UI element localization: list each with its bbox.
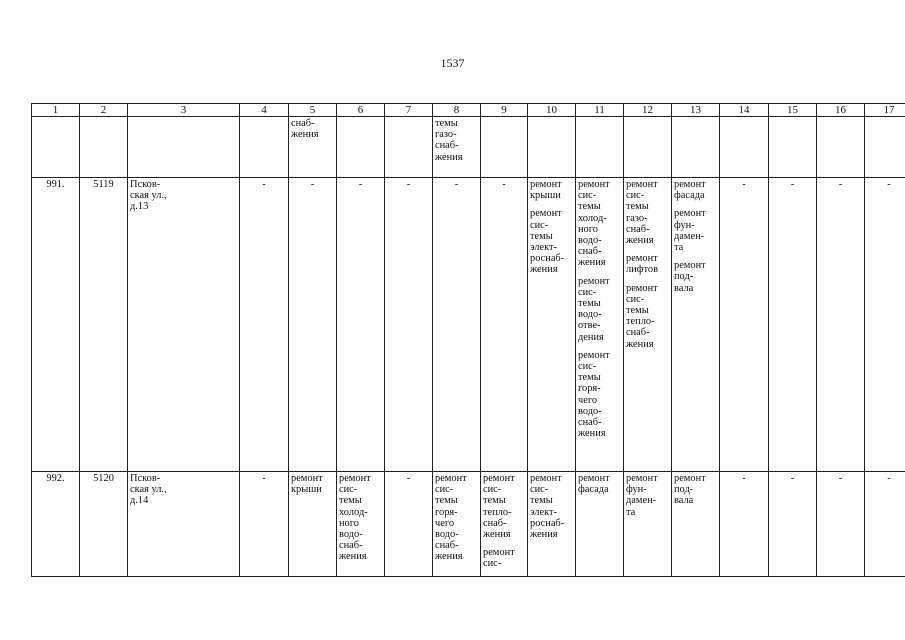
- table-cell-col-12: [624, 117, 672, 178]
- table-cell-col-17: [865, 178, 905, 472]
- table-cell-col-17: [865, 117, 905, 178]
- table-cell-col-12: [624, 472, 672, 577]
- cell-text: -: [742, 473, 746, 484]
- cell-text: 5119: [93, 179, 114, 190]
- table-cell-col-11: [576, 472, 624, 577]
- table-cell-col-3: [128, 178, 240, 472]
- cell-text: ремонт фасада: [674, 179, 706, 202]
- cell-text: -: [262, 473, 266, 484]
- column-header-13: 13: [672, 104, 720, 117]
- cell-text: -: [742, 179, 746, 190]
- column-header-12: 12: [624, 104, 672, 117]
- table-cell-col-5: [289, 178, 337, 472]
- column-header-11: 11: [576, 104, 624, 117]
- table-cell-col-1: [32, 117, 80, 178]
- cell-text: -: [790, 473, 795, 484]
- repair-schedule-table: [31, 103, 905, 577]
- table-cell-col-8: [433, 178, 481, 472]
- cell-text: -: [838, 179, 843, 190]
- cell-text: снаб- жения: [291, 118, 319, 141]
- column-header-14: 14: [720, 104, 769, 117]
- cell-text: -: [838, 473, 843, 484]
- table-cell-col-13: [672, 117, 720, 178]
- table-cell-col-9: [481, 178, 528, 472]
- table-cell-col-5: [289, 472, 337, 577]
- cell-text: ремонт сис- темы тепло- снаб- жения: [483, 473, 515, 541]
- table-cell-col-14: [720, 178, 769, 472]
- table-cell-col-15: [769, 178, 817, 472]
- cell-text: -: [887, 473, 891, 484]
- table-cell-col-11: [576, 117, 624, 178]
- page-number: 1537: [440, 56, 465, 70]
- cell-text: ремонт сис- темы холод- ного водо- снаб- жения: [339, 473, 371, 563]
- cell-text: ремонт сис-: [483, 547, 515, 570]
- cell-text: -: [454, 179, 459, 190]
- table-cell-col-15: [769, 472, 817, 577]
- table-cell-col-4: [240, 117, 289, 178]
- cell-text: -: [406, 179, 411, 190]
- table-cell-col-2: [80, 178, 128, 472]
- column-header-4: 4: [240, 104, 289, 117]
- table-cell-col-10: [528, 117, 576, 178]
- table-cell-col-13: [672, 472, 720, 577]
- table-cell-col-8: [433, 472, 481, 577]
- table-cell-col-6: [337, 178, 385, 472]
- table-cell-col-11: [576, 178, 624, 472]
- table-cell-col-7: [385, 472, 433, 577]
- cell-text: Псков- ская ул., д.13: [130, 179, 167, 213]
- table-row: [32, 117, 905, 178]
- table-cell-col-10: [528, 472, 576, 577]
- column-header-15: 15: [769, 104, 817, 117]
- column-header-10: 10: [528, 104, 576, 117]
- cell-text: ремонт сис- темы горя- чего водо- снаб- жения: [435, 473, 467, 563]
- table-cell-col-14: [720, 472, 769, 577]
- table-cell-col-15: [769, 117, 817, 178]
- table-cell-col-9: [481, 117, 528, 178]
- cell-text: -: [358, 179, 363, 190]
- cell-text: -: [502, 179, 506, 190]
- header-row: [32, 104, 905, 117]
- cell-text: темы газо- снаб- жения: [435, 118, 463, 163]
- column-header-7: 7: [385, 104, 433, 117]
- cell-text: ремонт сис- темы водо- отве- дения: [578, 275, 610, 343]
- cell-text: ремонт фун- дамен- та: [674, 208, 706, 254]
- table-cell-col-7: [385, 117, 433, 178]
- cell-text: -: [262, 179, 266, 190]
- cell-text: ремонт сис- темы газо- снаб- жения: [626, 179, 658, 247]
- cell-text: Псков- ская ул., д.14: [130, 473, 167, 507]
- column-header-6: 6: [337, 104, 385, 117]
- table-cell-col-3: [128, 472, 240, 577]
- cell-text: ремонт сис- темы холод- ного водо- снаб- жения: [578, 179, 610, 269]
- table-cell-col-6: [337, 472, 385, 577]
- cell-text: ремонт фасада: [578, 473, 610, 496]
- table-cell-col-1: [32, 472, 80, 577]
- table-cell-col-2: [80, 472, 128, 577]
- cell-text: -: [310, 179, 315, 190]
- column-header-17: 17: [865, 104, 905, 117]
- cell-text: 991.: [46, 179, 65, 190]
- cell-text: ремонт сис- темы элект- роснаб- жения: [530, 473, 565, 541]
- cell-text: -: [887, 179, 891, 190]
- cell-text: ремонт сис- темы горя- чего водо- снаб- жения: [578, 349, 610, 440]
- cell-text: ремонт под- вала: [674, 260, 706, 294]
- cell-text: ремонт сис- темы тепло- снаб- жения: [626, 282, 658, 350]
- table-cell-col-5: [289, 117, 337, 178]
- cell-text: ремонт крыши: [291, 473, 323, 496]
- table-row: [32, 178, 905, 472]
- cell-text: ремонт фун- дамен- та: [626, 473, 658, 518]
- cell-text: -: [790, 179, 795, 190]
- table-cell-col-10: [528, 178, 576, 472]
- table-cell-col-9: [481, 472, 528, 577]
- table-cell-col-6: [337, 117, 385, 178]
- table-cell-col-16: [817, 178, 865, 472]
- table-cell-col-8: [433, 117, 481, 178]
- cell-text: 5120: [93, 473, 114, 484]
- cell-text: ремонт под- вала: [674, 473, 706, 507]
- table-cell-col-4: [240, 472, 289, 577]
- column-header-1: 1: [32, 104, 80, 117]
- table-cell-col-14: [720, 117, 769, 178]
- cell-text: ремонт сис- темы элект- роснаб- жения: [530, 208, 565, 276]
- column-header-16: 16: [817, 104, 865, 117]
- cell-text: -: [406, 473, 411, 484]
- table-cell-col-13: [672, 178, 720, 472]
- cell-text: ремонт крыши: [530, 179, 562, 202]
- table-cell-col-17: [865, 472, 905, 577]
- column-header-9: 9: [481, 104, 528, 117]
- column-header-8: 8: [433, 104, 481, 117]
- table-cell-col-16: [817, 472, 865, 577]
- column-header-3: 3: [128, 104, 240, 117]
- cell-text: 992.: [46, 473, 65, 484]
- table-cell-col-1: [32, 178, 80, 472]
- column-header-2: 2: [80, 104, 128, 117]
- table-cell-col-12: [624, 178, 672, 472]
- table-cell-col-7: [385, 178, 433, 472]
- table-body: [32, 117, 905, 577]
- table-cell-col-16: [817, 117, 865, 178]
- cell-text: ремонт лифтов: [626, 253, 658, 276]
- table-cell-col-3: [128, 117, 240, 178]
- column-header-5: 5: [289, 104, 337, 117]
- table-cell-col-4: [240, 178, 289, 472]
- table-cell-col-2: [80, 117, 128, 178]
- table-row: [32, 472, 905, 577]
